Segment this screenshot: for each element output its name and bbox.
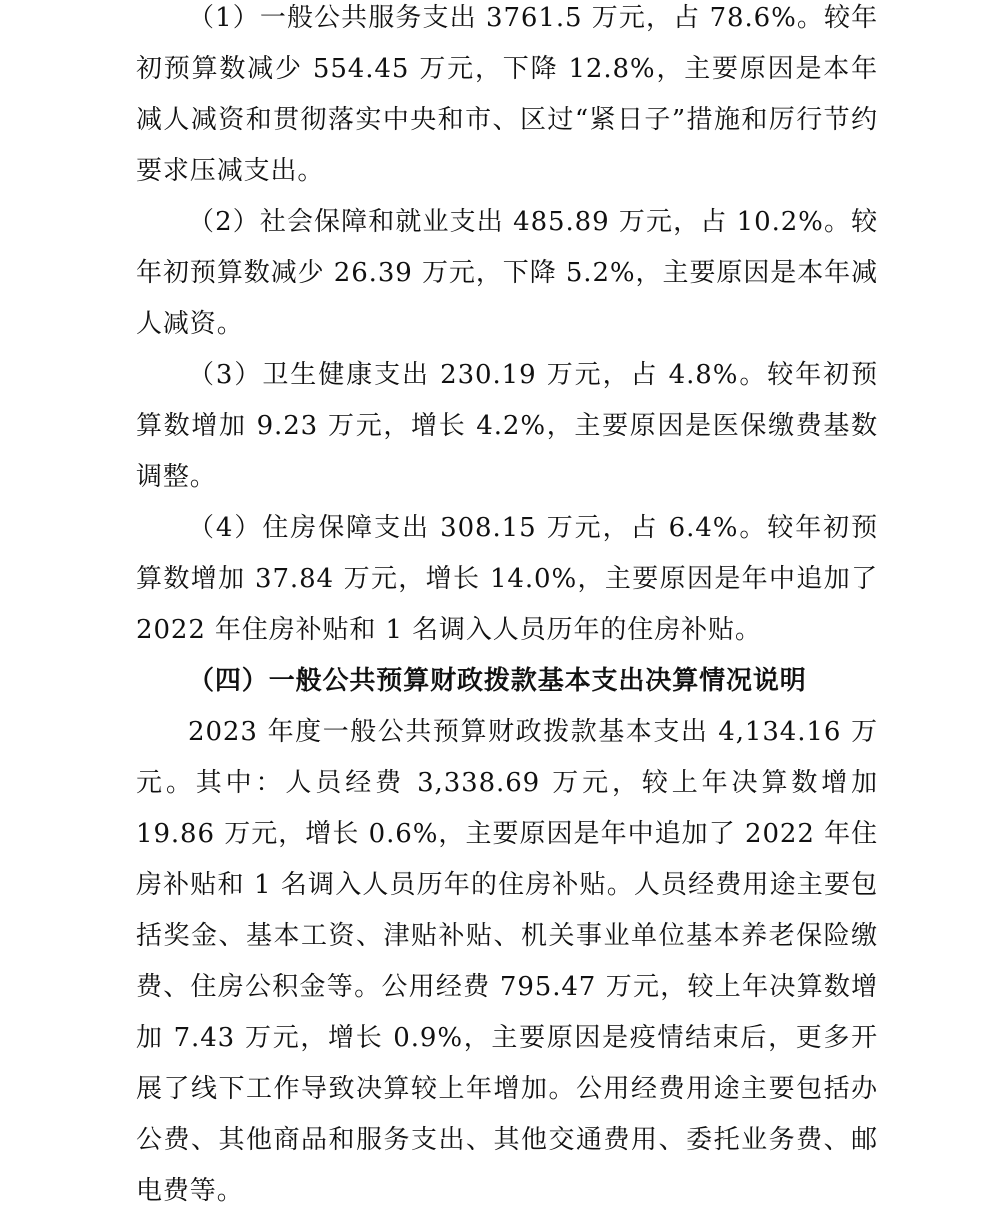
paragraph-health: （3）卫生健康支出 230.19 万元，占 4.8%。较年初预算数增加 9.23 万元，增长 4.2%，主要原因是医保缴费基数调整。 [136,360,878,492]
section-heading: （四）一般公共预算财政拨款基本支出决算情况说明 [188,666,807,696]
paragraph-general-public-services: （1）一般公共服务支出 3761.5 万元，占 78.6%。较年初预算数减少 554.45 万元，下降 12.8%，主要原因是本年减人减资和贯彻落实中央和市、区过“紧日子”措施和厉行节约要求压减支出。 [136,3,878,186]
paragraph-social-security: （2）社会保障和就业支出 485.89 万元，占 10.2%。较年初预算数减少 26.39 万元，下降 5.2%，主要原因是本年减人减资。 [136,207,878,339]
document-body [136,0,878,1217]
paragraph-basic-expenditure: 2023 年度一般公共预算财政拨款基本支出 4,134.16 万元。其中：人员经费 3,338.69 万元，较上年决算数增加 19.86 万元，增长 0.6%，主要原因是年中追加了 2022 年住房补贴和 1 名调入人员历年的住房补贴。人员经费用途主要包括奖金、基本工资、津贴补贴、机关事业单位基本养老保险缴费、住房公积金等。公用经费 795.47 万元，较上年决算数增加 7.43 万元，增长 0.9%，主要原因是疫情结束后，更多开展了线下工作导致决算较上年增加。公用经费用途主要包括办公费、其他商品和服务支出、其他交通费用、委托业务费、邮电费等。 [136,717,878,1206]
paragraph-housing: （4）住房保障支出 308.15 万元，占 6.4%。较年初预算数增加 37.84 万元，增长 14.0%，主要原因是年中追加了 2022 年住房补贴和 1 名调入人员历年的住房补贴。 [136,513,878,645]
